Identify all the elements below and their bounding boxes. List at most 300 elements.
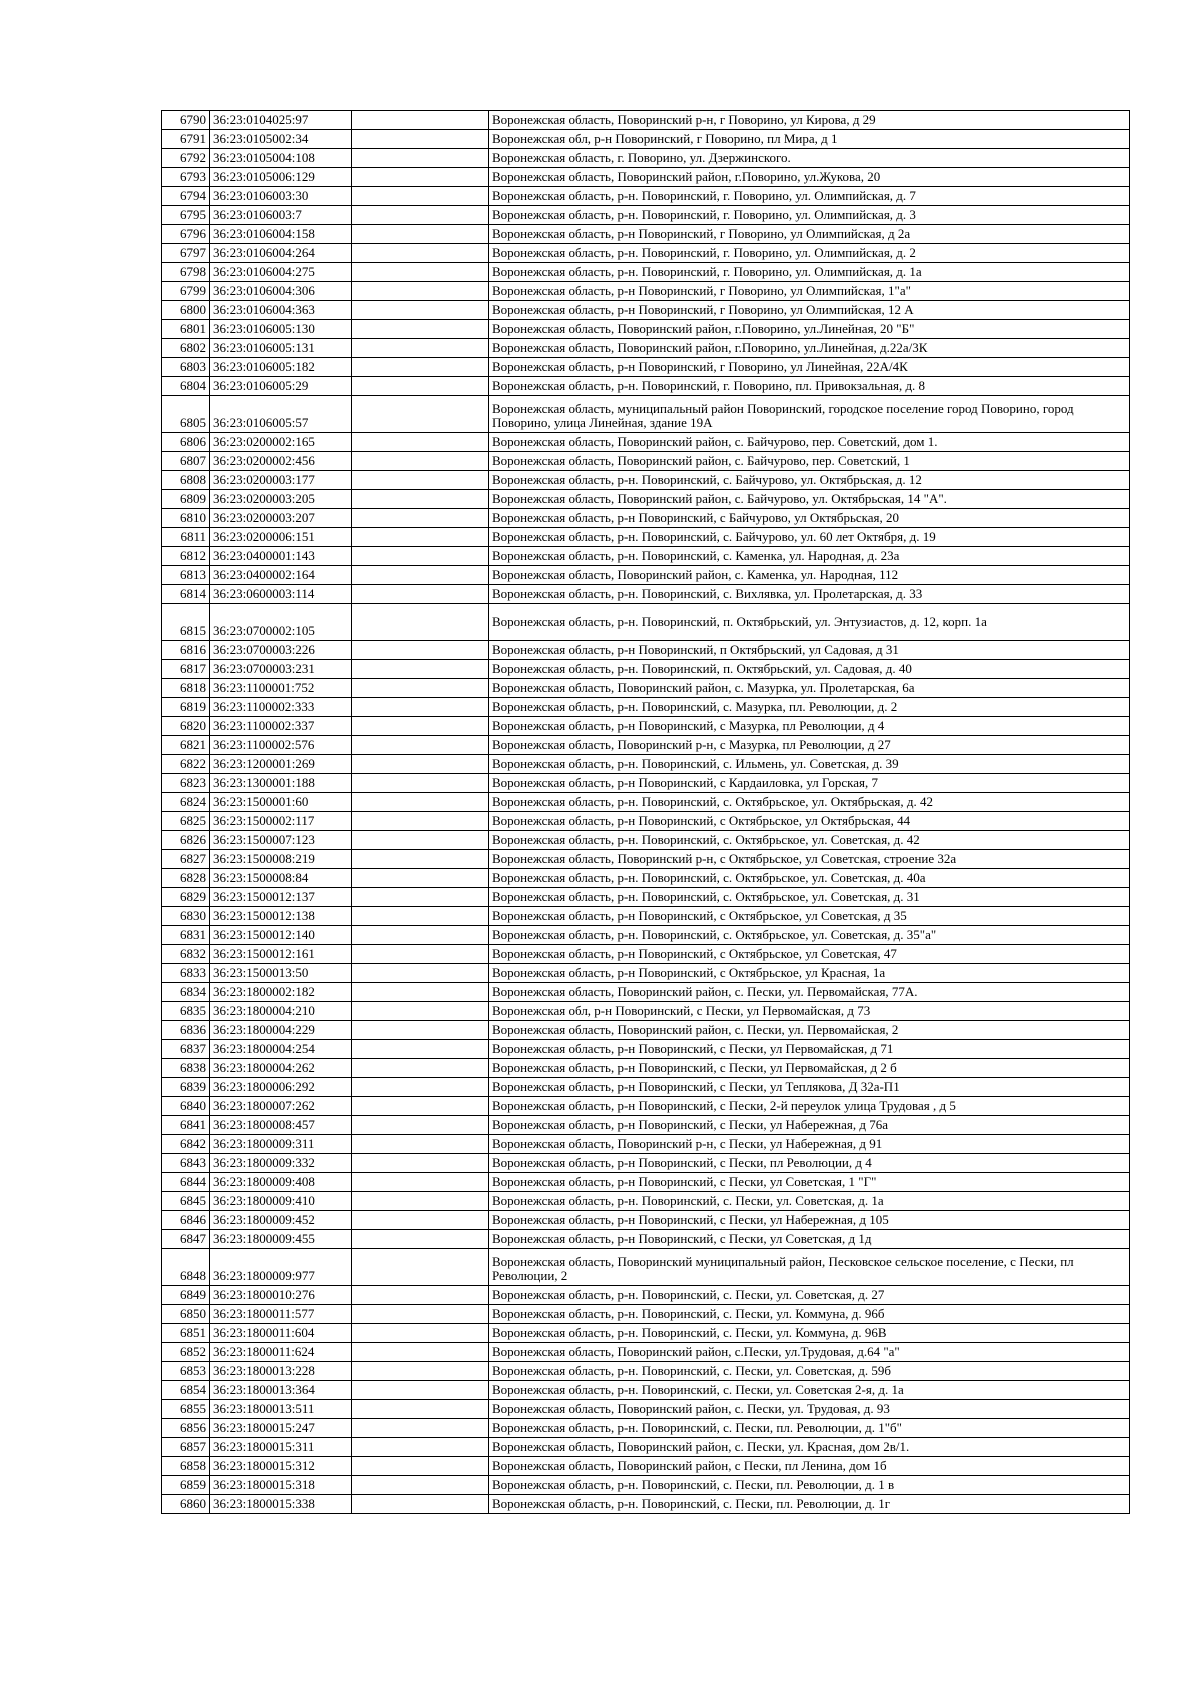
address: Воронежская область, муниципальный район Поворинский, городское поселение город Поворино, город Поворино, улица Линейная, здание 19А (489, 396, 1130, 433)
cadastral-number: 36:23:0200003:205 (210, 490, 352, 509)
empty-cell (352, 698, 489, 717)
cadastral-number: 36:23:1100002:337 (210, 717, 352, 736)
address: Воронежская область, Поворинский район, с. Байчурово, пер. Советский, дом 1. (489, 433, 1130, 452)
cadastral-number: 36:23:0200003:177 (210, 471, 352, 490)
empty-cell (352, 585, 489, 604)
table-row (162, 206, 1130, 225)
table-row (162, 869, 1130, 888)
cadastral-number: 36:23:0106005:130 (210, 320, 352, 339)
cadastral-number: 36:23:0106003:7 (210, 206, 352, 225)
address: Воронежская область, р-н. Поворинский, с. Вихлявка, ул. Пролетарская, д. 33 (489, 585, 1130, 604)
table-row (162, 433, 1130, 452)
cadastral-number: 36:23:1800002:182 (210, 983, 352, 1002)
empty-cell (352, 1476, 489, 1495)
table-row (162, 1116, 1130, 1135)
row-number: 6819 (162, 698, 210, 717)
table-row (162, 926, 1130, 945)
empty-cell (352, 1419, 489, 1438)
address: Воронежская область, р-н. Поворинский, с. Пески, пл. Революции, д. 1"б" (489, 1419, 1130, 1438)
cadastral-number: 36:23:0700002:105 (210, 604, 352, 641)
empty-cell (352, 850, 489, 869)
cadastral-number: 36:23:1800004:229 (210, 1021, 352, 1040)
cadastral-number: 36:23:0105004:108 (210, 149, 352, 168)
address: Воронежская область, Поворинский район, г.Поворино, ул.Жукова, 20 (489, 168, 1130, 187)
table-row (162, 812, 1130, 831)
empty-cell (352, 774, 489, 793)
table-row (162, 1381, 1130, 1400)
empty-cell (352, 812, 489, 831)
row-number: 6795 (162, 206, 210, 225)
address: Воронежская область, р-н Поворинский, с Пески, пл Революции, д 4 (489, 1154, 1130, 1173)
row-number: 6821 (162, 736, 210, 755)
empty-cell (352, 1495, 489, 1514)
row-number: 6860 (162, 1495, 210, 1514)
empty-cell (352, 1324, 489, 1343)
table-row (162, 660, 1130, 679)
empty-cell (352, 471, 489, 490)
table-row (162, 225, 1130, 244)
table-row (162, 945, 1130, 964)
row-number: 6814 (162, 585, 210, 604)
empty-cell (352, 736, 489, 755)
table-row (162, 679, 1130, 698)
address: Воронежская область, р-н Поворинский, с Пески, ул Советская, 1 "Г" (489, 1173, 1130, 1192)
cadastral-number: 36:23:0400001:143 (210, 547, 352, 566)
address: Воронежская область, р-н. Поворинский, с. Ильмень, ул. Советская, д. 39 (489, 755, 1130, 774)
cadastral-number: 36:23:1500013:50 (210, 964, 352, 983)
row-number: 6829 (162, 888, 210, 907)
cadastral-number: 36:23:1500008:219 (210, 850, 352, 869)
cadastral-number: 36:23:1800015:312 (210, 1457, 352, 1476)
cadastral-number: 36:23:1800008:457 (210, 1116, 352, 1135)
cadastral-number: 36:23:0106005:131 (210, 339, 352, 358)
empty-cell (352, 679, 489, 698)
empty-cell (352, 566, 489, 585)
empty-cell (352, 604, 489, 641)
empty-cell (352, 641, 489, 660)
address: Воронежская область, р-н. Поворинский, с. Мазурка, пл. Революции, д. 2 (489, 698, 1130, 717)
address: Воронежская область, р-н. Поворинский, с. Октябрьское, ул. Советская, д. 42 (489, 831, 1130, 850)
address: Воронежская область, р-н. Поворинский, с. Пески, ул. Советская, д. 27 (489, 1286, 1130, 1305)
row-number: 6835 (162, 1002, 210, 1021)
row-number: 6817 (162, 660, 210, 679)
table-row (162, 528, 1130, 547)
empty-cell (352, 831, 489, 850)
table-row (162, 244, 1130, 263)
address: Воронежская область, р-н. Поворинский, п. Октябрьский, ул. Энтузиастов, д. 12, корп. 1а (489, 604, 1130, 641)
table-row (162, 1286, 1130, 1305)
empty-cell (352, 528, 489, 547)
cadastral-number: 36:23:1800013:228 (210, 1362, 352, 1381)
cadastral-number: 36:23:1500012:137 (210, 888, 352, 907)
empty-cell (352, 1097, 489, 1116)
empty-cell (352, 490, 489, 509)
empty-cell (352, 130, 489, 149)
address: Воронежская область, р-н. Поворинский, с. Октябрьское, ул. Советская, д. 31 (489, 888, 1130, 907)
empty-cell (352, 983, 489, 1002)
empty-cell (352, 187, 489, 206)
cadastral-number: 36:23:0200003:207 (210, 509, 352, 528)
row-number: 6854 (162, 1381, 210, 1400)
address: Воронежская область, Поворинский р-н, г Поворино, ул Кирова, д 29 (489, 111, 1130, 130)
address: Воронежская область, Поворинский район, с. Пески, ул. Первомайская, 2 (489, 1021, 1130, 1040)
address: Воронежская область, р-н. Поворинский, г. Поворино, ул. Олимпийская, д. 3 (489, 206, 1130, 225)
empty-cell (352, 964, 489, 983)
row-number: 6849 (162, 1286, 210, 1305)
table-row (162, 282, 1130, 301)
address: Воронежская область, р-н Поворинский, с Октябрьское, ул Советская, 47 (489, 945, 1130, 964)
empty-cell (352, 1362, 489, 1381)
address: Воронежская область, р-н Поворинский, с Пески, 2-й переулок улица Трудовая , д 5 (489, 1097, 1130, 1116)
address: Воронежская обл, р-н Поворинский, г Поворино, пл Мира, д 1 (489, 130, 1130, 149)
cadastral-number: 36:23:1800015:318 (210, 1476, 352, 1495)
table-row (162, 1097, 1130, 1116)
table-row (162, 1438, 1130, 1457)
table-row (162, 396, 1130, 433)
cadastral-number: 36:23:1500001:60 (210, 793, 352, 812)
row-number: 6791 (162, 130, 210, 149)
table-row (162, 1324, 1130, 1343)
table-row (162, 452, 1130, 471)
row-number: 6851 (162, 1324, 210, 1343)
cadastral-number: 36:23:1100001:752 (210, 679, 352, 698)
empty-cell (352, 1343, 489, 1362)
address: Воронежская область, Поворинский район, с. Мазурка, ул. Пролетарская, 6а (489, 679, 1130, 698)
row-number: 6852 (162, 1343, 210, 1362)
table-row (162, 888, 1130, 907)
cadastral-number: 36:23:1800004:210 (210, 1002, 352, 1021)
row-number: 6810 (162, 509, 210, 528)
row-number: 6809 (162, 490, 210, 509)
table-row (162, 698, 1130, 717)
cadastral-number: 36:23:0106005:182 (210, 358, 352, 377)
address: Воронежская область, р-н. Поворинский, г. Поворино, пл. Привокзальная, д. 8 (489, 377, 1130, 396)
address: Воронежская область, р-н. Поворинский, с. Октябрьское, ул. Советская, д. 35"а" (489, 926, 1130, 945)
document-sheet (161, 110, 1129, 1514)
row-number: 6790 (162, 111, 210, 130)
empty-cell (352, 1059, 489, 1078)
row-number: 6845 (162, 1192, 210, 1211)
cadastral-number: 36:23:1800015:338 (210, 1495, 352, 1514)
row-number: 6822 (162, 755, 210, 774)
cadastral-number: 36:23:0106004:275 (210, 263, 352, 282)
empty-cell (352, 945, 489, 964)
address: Воронежская область, Поворинский р-н, с Мазурка, пл Революции, д 27 (489, 736, 1130, 755)
table-row (162, 490, 1130, 509)
table-row (162, 1476, 1130, 1495)
empty-cell (352, 509, 489, 528)
address: Воронежская область, р-н Поворинский, с Пески, ул Первомайская, д 71 (489, 1040, 1130, 1059)
empty-cell (352, 263, 489, 282)
empty-cell (352, 433, 489, 452)
cadastral-number: 36:23:1800009:977 (210, 1249, 352, 1286)
row-number: 6823 (162, 774, 210, 793)
row-number: 6833 (162, 964, 210, 983)
table-row (162, 1305, 1130, 1324)
table-row (162, 130, 1130, 149)
table-row (162, 1362, 1130, 1381)
row-number: 6820 (162, 717, 210, 736)
table-row (162, 377, 1130, 396)
empty-cell (352, 1135, 489, 1154)
empty-cell (352, 1400, 489, 1419)
row-number: 6828 (162, 869, 210, 888)
cadastral-number: 36:23:1800009:410 (210, 1192, 352, 1211)
address: Воронежская область, р-н. Поворинский, с. Пески, ул. Коммуна, д. 96В (489, 1324, 1130, 1343)
address: Воронежская область, р-н Поворинский, с Октябрьское, ул Советская, д 35 (489, 907, 1130, 926)
table-row (162, 1002, 1130, 1021)
cadastral-number: 36:23:1800013:364 (210, 1381, 352, 1400)
table-row (162, 1173, 1130, 1192)
row-number: 6830 (162, 907, 210, 926)
address: Воронежская область, Поворинский район, с. Байчурово, ул. Октябрьская, 14 "А". (489, 490, 1130, 509)
address: Воронежская область, р-н. Поворинский, г. Поворино, ул. Олимпийская, д. 1а (489, 263, 1130, 282)
cadastral-number: 36:23:1800010:276 (210, 1286, 352, 1305)
address: Воронежская область, Поворинский район, с. Пески, ул. Первомайская, 77А. (489, 983, 1130, 1002)
address: Воронежская область, Поворинский район, с. Пески, ул. Трудовая, д. 93 (489, 1400, 1130, 1419)
row-number: 6801 (162, 320, 210, 339)
empty-cell (352, 1154, 489, 1173)
address: Воронежская область, Поворинский район, с. Пески, ул. Красная, дом 2в/1. (489, 1438, 1130, 1457)
row-number: 6846 (162, 1211, 210, 1230)
empty-cell (352, 755, 489, 774)
table-row (162, 1457, 1130, 1476)
table-row (162, 263, 1130, 282)
address: Воронежская область, р-н Поворинский, с Октябрьское, ул Октябрьская, 44 (489, 812, 1130, 831)
table-row (162, 850, 1130, 869)
row-number: 6808 (162, 471, 210, 490)
row-number: 6825 (162, 812, 210, 831)
cadastral-number: 36:23:1300001:188 (210, 774, 352, 793)
empty-cell (352, 396, 489, 433)
empty-cell (352, 1021, 489, 1040)
table-row (162, 774, 1130, 793)
table-row (162, 168, 1130, 187)
address: Воронежская область, р-н. Поворинский, с. Байчурово, ул. Октябрьская, д. 12 (489, 471, 1130, 490)
row-number: 6841 (162, 1116, 210, 1135)
row-number: 6856 (162, 1419, 210, 1438)
row-number: 6857 (162, 1438, 210, 1457)
address: Воронежская область, р-н Поворинский, с Кардаиловка, ул Горская, 7 (489, 774, 1130, 793)
cadastral-number: 36:23:0700003:226 (210, 641, 352, 660)
table-row (162, 641, 1130, 660)
table-row (162, 1230, 1130, 1249)
row-number: 6800 (162, 301, 210, 320)
cadastral-number: 36:23:0106004:264 (210, 244, 352, 263)
cadastral-number: 36:23:1200001:269 (210, 755, 352, 774)
table-row (162, 1192, 1130, 1211)
table-row (162, 1495, 1130, 1514)
address: Воронежская область, Поворинский район, с. Каменка, ул. Народная, 112 (489, 566, 1130, 585)
address: Воронежская область, р-н Поворинский, г Поворино, ул Олимпийская, 12 А (489, 301, 1130, 320)
table-row (162, 509, 1130, 528)
address: Воронежская область, р-н Поворинский, г Поворино, ул Олимпийская, 1"а" (489, 282, 1130, 301)
table-row (162, 755, 1130, 774)
empty-cell (352, 377, 489, 396)
table-row (162, 964, 1130, 983)
empty-cell (352, 149, 489, 168)
table-row (162, 831, 1130, 850)
empty-cell (352, 225, 489, 244)
address: Воронежская область, р-н Поворинский, с Пески, ул Набережная, д 76а (489, 1116, 1130, 1135)
table-row (162, 1021, 1130, 1040)
property-table (161, 110, 1130, 1514)
row-number: 6813 (162, 566, 210, 585)
cadastral-number: 36:23:0200002:456 (210, 452, 352, 471)
cadastral-number: 36:23:0105002:34 (210, 130, 352, 149)
empty-cell (352, 926, 489, 945)
row-number: 6839 (162, 1078, 210, 1097)
empty-cell (352, 1192, 489, 1211)
address: Воронежская область, Поворинский район, г.Поворино, ул.Линейная, д.22а/3К (489, 339, 1130, 358)
table-row (162, 187, 1130, 206)
row-number: 6840 (162, 1097, 210, 1116)
address: Воронежская область, р-н. Поворинский, с. Пески, ул. Советская, д. 1а (489, 1192, 1130, 1211)
empty-cell (352, 907, 489, 926)
empty-cell (352, 1249, 489, 1286)
row-number: 6850 (162, 1305, 210, 1324)
cadastral-number: 36:23:1100002:333 (210, 698, 352, 717)
address: Воронежская область, р-н. Поворинский, с. Пески, пл. Революции, д. 1г (489, 1495, 1130, 1514)
row-number: 6811 (162, 528, 210, 547)
empty-cell (352, 301, 489, 320)
empty-cell (352, 358, 489, 377)
cadastral-number: 36:23:0106004:363 (210, 301, 352, 320)
address: Воронежская область, р-н Поворинский, г Поворино, ул Олимпийская, д 2а (489, 225, 1130, 244)
row-number: 6853 (162, 1362, 210, 1381)
address: Воронежская область, р-н Поворинский, с Пески, ул Первомайская, д 2 б (489, 1059, 1130, 1078)
cadastral-number: 36:23:0400002:164 (210, 566, 352, 585)
row-number: 6812 (162, 547, 210, 566)
cadastral-number: 36:23:1800015:311 (210, 1438, 352, 1457)
address: Воронежская область, Поворинский район, с.Пески, ул.Трудовая, д.64 "а" (489, 1343, 1130, 1362)
table-row (162, 585, 1130, 604)
empty-cell (352, 1002, 489, 1021)
empty-cell (352, 1286, 489, 1305)
row-number: 6804 (162, 377, 210, 396)
address: Воронежская область, р-н. Поворинский, с. Пески, ул. Советская, д. 59б (489, 1362, 1130, 1381)
address: Воронежская область, р-н. Поворинский, г. Поворино, ул. Олимпийская, д. 2 (489, 244, 1130, 263)
row-number: 6848 (162, 1249, 210, 1286)
empty-cell (352, 1457, 489, 1476)
address: Воронежская область, р-н. Поворинский, с. Октябрьское, ул. Советская, д. 40а (489, 869, 1130, 888)
cadastral-number: 36:23:0200006:151 (210, 528, 352, 547)
row-number: 6793 (162, 168, 210, 187)
row-number: 6844 (162, 1173, 210, 1192)
empty-cell (352, 168, 489, 187)
address: Воронежская область, р-н Поворинский, с Октябрьское, ул Красная, 1а (489, 964, 1130, 983)
address: Воронежская область, Поворинский район, с. Байчурово, пер. Советский, 1 (489, 452, 1130, 471)
empty-cell (352, 1438, 489, 1457)
address: Воронежская область, р-н Поворинский, г Поворино, ул Линейная, 22А/4К (489, 358, 1130, 377)
cadastral-number: 36:23:1500012:140 (210, 926, 352, 945)
cadastral-number: 36:23:1500002:117 (210, 812, 352, 831)
row-number: 6802 (162, 339, 210, 358)
table-row (162, 301, 1130, 320)
table-row (162, 907, 1130, 926)
cadastral-number: 36:23:0200002:165 (210, 433, 352, 452)
cadastral-number: 36:23:0106005:29 (210, 377, 352, 396)
empty-cell (352, 1230, 489, 1249)
address: Воронежская область, Поворинский муниципальный район, Песковское сельское поселение, с Пески, пл Революции, 2 (489, 1249, 1130, 1286)
row-number: 6806 (162, 433, 210, 452)
empty-cell (352, 660, 489, 679)
row-number: 6824 (162, 793, 210, 812)
cadastral-number: 36:23:1800007:262 (210, 1097, 352, 1116)
row-number: 6838 (162, 1059, 210, 1078)
cadastral-number: 36:23:1800011:624 (210, 1343, 352, 1362)
row-number: 6832 (162, 945, 210, 964)
table-row (162, 604, 1130, 641)
table-row (162, 149, 1130, 168)
cadastral-number: 36:23:1500007:123 (210, 831, 352, 850)
cadastral-number: 36:23:1800009:332 (210, 1154, 352, 1173)
row-number: 6847 (162, 1230, 210, 1249)
empty-cell (352, 339, 489, 358)
table-row (162, 1135, 1130, 1154)
address: Воронежская область, Поворинский район, г.Поворино, ул.Линейная, 20 "Б" (489, 320, 1130, 339)
cadastral-number: 36:23:0106003:30 (210, 187, 352, 206)
address: Воронежская область, р-н. Поворинский, с. Каменка, ул. Народная, д. 23а (489, 547, 1130, 566)
row-number: 6842 (162, 1135, 210, 1154)
cadastral-number: 36:23:1500012:161 (210, 945, 352, 964)
cadastral-number: 36:23:1800011:604 (210, 1324, 352, 1343)
table-row (162, 1343, 1130, 1362)
row-number: 6859 (162, 1476, 210, 1495)
row-number: 6826 (162, 831, 210, 850)
empty-cell (352, 1381, 489, 1400)
table-row (162, 566, 1130, 585)
table-row (162, 1078, 1130, 1097)
address: Воронежская область, р-н Поворинский, с Байчурово, ул Октябрьская, 20 (489, 509, 1130, 528)
address: Воронежская область, г. Поворино, ул. Дзержинского. (489, 149, 1130, 168)
address: Воронежская область, Поворинский район, с Пески, пл Ленина, дом 1б (489, 1457, 1130, 1476)
table-row (162, 1400, 1130, 1419)
table-row (162, 793, 1130, 812)
empty-cell (352, 1040, 489, 1059)
row-number: 6858 (162, 1457, 210, 1476)
row-number: 6836 (162, 1021, 210, 1040)
table-row (162, 983, 1130, 1002)
cadastral-number: 36:23:1100002:576 (210, 736, 352, 755)
address: Воронежская область, р-н. Поворинский, с. Байчурово, ул. 60 лет Октября, д. 19 (489, 528, 1130, 547)
cadastral-number: 36:23:0105006:129 (210, 168, 352, 187)
row-number: 6834 (162, 983, 210, 1002)
row-number: 6818 (162, 679, 210, 698)
table-row (162, 111, 1130, 130)
address: Воронежская область, р-н. Поворинский, с. Октябрьское, ул. Октябрьская, д. 42 (489, 793, 1130, 812)
row-number: 6798 (162, 263, 210, 282)
row-number: 6855 (162, 1400, 210, 1419)
empty-cell (352, 111, 489, 130)
row-number: 6797 (162, 244, 210, 263)
address: Воронежская область, Поворинский р-н, с Пески, ул Набережная, д 91 (489, 1135, 1130, 1154)
address: Воронежская область, р-н. Поворинский, с. Пески, ул. Коммуна, д. 96б (489, 1305, 1130, 1324)
empty-cell (352, 452, 489, 471)
address: Воронежская область, р-н. Поворинский, п. Октябрьский, ул. Садовая, д. 40 (489, 660, 1130, 679)
table-row (162, 1059, 1130, 1078)
row-number: 6805 (162, 396, 210, 433)
empty-cell (352, 1078, 489, 1097)
row-number: 6792 (162, 149, 210, 168)
address: Воронежская область, р-н. Поворинский, с. Пески, ул. Советская 2-я, д. 1а (489, 1381, 1130, 1400)
empty-cell (352, 1305, 489, 1324)
address: Воронежская область, р-н. Поворинский, г. Поворино, ул. Олимпийская, д. 7 (489, 187, 1130, 206)
cadastral-number: 36:23:1800015:247 (210, 1419, 352, 1438)
row-number: 6803 (162, 358, 210, 377)
address: Воронежская область, р-н Поворинский, с Пески, ул Советская, д 1д (489, 1230, 1130, 1249)
table-row (162, 736, 1130, 755)
